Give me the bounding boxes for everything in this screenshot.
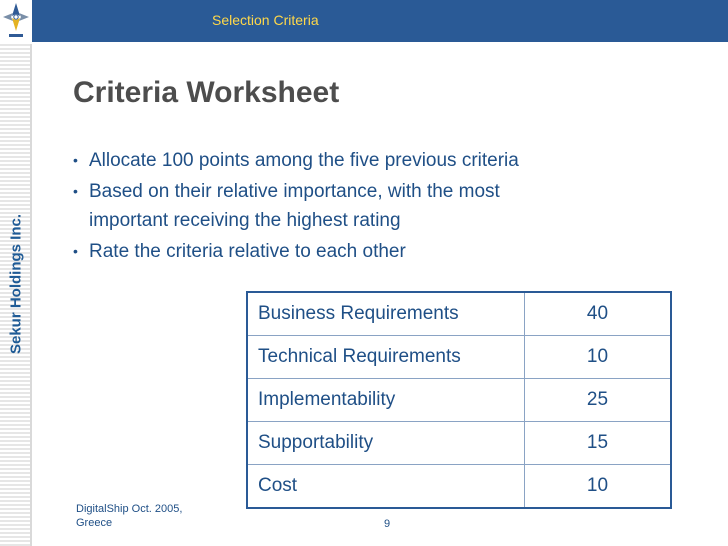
points-cell: 10 [525, 465, 672, 509]
bullet-text: Based on their relative importance, with the most important receiving the highest rating [89, 181, 500, 231]
logo-icon [0, 0, 32, 42]
criterion-cell: Implementability [247, 379, 525, 422]
table-row [247, 292, 671, 336]
left-sidebar [0, 0, 32, 546]
criterion-cell: Business Requirements [247, 292, 525, 336]
bullet-item [73, 146, 573, 175]
sidebar-divider [30, 44, 32, 546]
page-title: Criteria Worksheet [73, 76, 340, 109]
bullet-icon: • [73, 183, 78, 199]
table-row [247, 336, 671, 379]
criterion-cell: Technical Requirements [247, 336, 525, 379]
bullet-icon: • [73, 243, 78, 259]
table-row [247, 422, 671, 465]
points-cell: 10 [525, 336, 672, 379]
brand-name: Sekur Holdings Inc. [7, 213, 25, 355]
points-cell: 15 [525, 422, 672, 465]
bullet-text: Allocate 100 points among the five previous criteria [89, 150, 519, 171]
points-cell: 40 [525, 292, 672, 336]
criterion-cell: Supportability [247, 422, 525, 465]
table-row [247, 379, 671, 422]
points-cell: 25 [525, 379, 672, 422]
footer-note: DigitalShip Oct. 2005, Greece [76, 503, 183, 529]
bullet-item [73, 177, 573, 235]
criteria-table [246, 291, 672, 509]
compass-star-logo-icon [0, 0, 32, 42]
page-number: 9 [384, 518, 391, 530]
table-row [247, 465, 671, 509]
bullet-text: Rate the criteria relative to each other [89, 241, 406, 262]
bullet-icon: • [73, 152, 78, 168]
bullet-list [73, 146, 573, 268]
criterion-cell: Cost [247, 465, 525, 509]
bullet-item [73, 237, 573, 266]
section-title: Selection Criteria [212, 12, 319, 28]
